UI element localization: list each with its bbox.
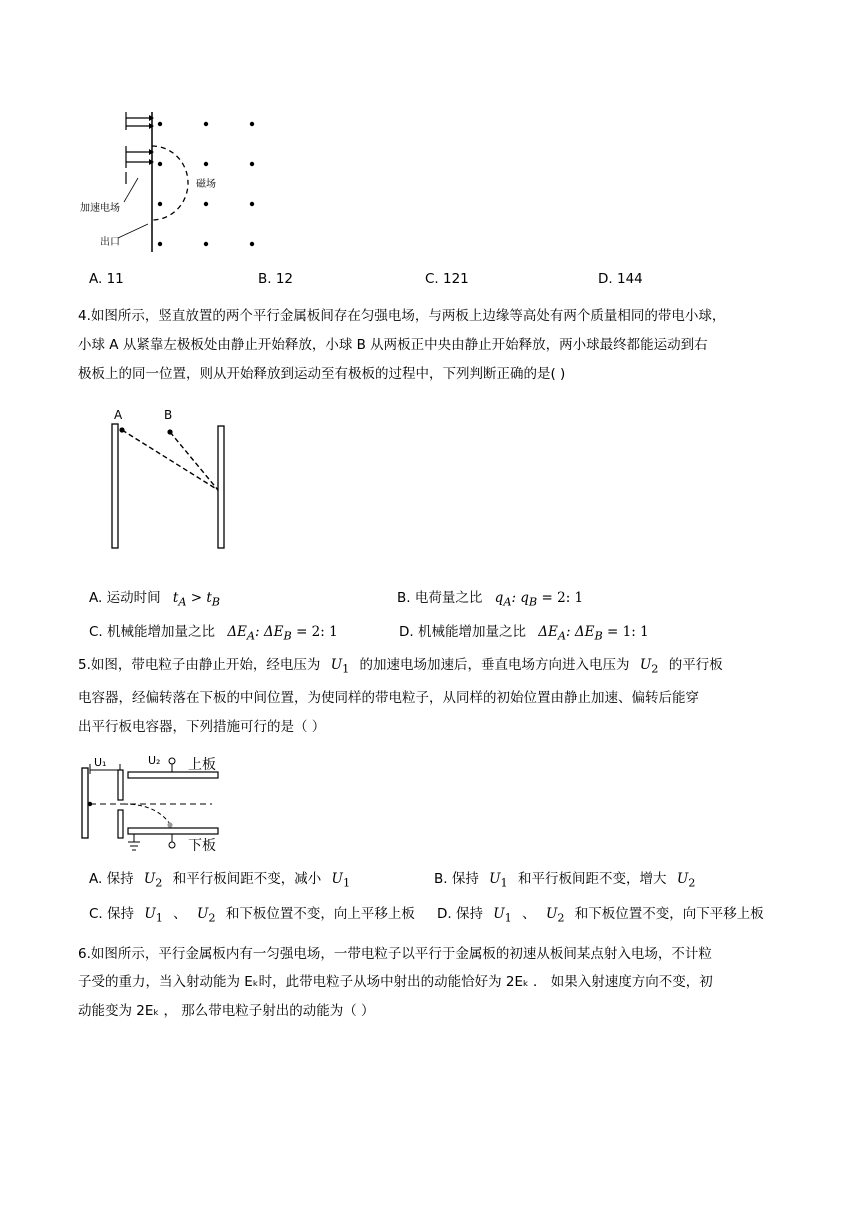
q5-option-d-3: 和下板位置不变，向下平移上板: [574, 906, 764, 922]
q4-figure: [106, 404, 236, 554]
q5-line-1c: 的平行板: [668, 657, 723, 673]
q5-label-top: 上板: [188, 757, 216, 773]
q4-option-a-math: $t_A > t_B$: [172, 590, 221, 609]
q5-option-d[interactable]: D. 保持 $U_1$ 、 $U_2$ 和下板位置不变，向下平移上板: [437, 906, 764, 925]
q4-option-a-text: A. 运动时间: [89, 590, 161, 606]
q5-label-u1: U₁: [94, 756, 107, 769]
q5-line-2: 电容器，经偏转落在下板的中间位置，为使同样的带电粒子，从同样的初始位置由静止加速、偏转后能穿: [78, 690, 699, 706]
q4-option-a[interactable]: [89, 586, 220, 609]
q6-line-2: 子受的重力，当入射动能为 Eₖ时，此带电粒子从场中射出的动能恰好为 2Eₖ ． 如果入射速度方向不变，初: [78, 974, 713, 990]
q5-option-c[interactable]: C. 保持 $U_1$ 、 $U_2$ 和下板位置不变，向上平移上板: [89, 906, 415, 925]
q4-option-b-math: $q_A$: $q_B = 2$: 1: [494, 590, 584, 609]
q3-option-d[interactable]: D. 144: [598, 271, 643, 287]
q5-label-u2: U₂: [148, 754, 161, 767]
q3-label-accel: 加速电场: [80, 203, 120, 214]
q4-option-d[interactable]: [399, 620, 649, 643]
q5-option-a[interactable]: A. 保持 $U_2$ 和平行板间距不变，减小 $U_1$: [89, 871, 351, 890]
q5-u1: $U_1$: [330, 657, 350, 676]
q4-label-b: B: [164, 408, 173, 422]
q5-option-c-2: 、: [173, 906, 187, 922]
q5-u2: $U_2$: [639, 657, 659, 676]
q3-label-exit: 出口: [100, 237, 120, 248]
q3-option-c[interactable]: C. 121: [425, 271, 469, 287]
q5-figure: [76, 748, 236, 858]
q5-option-a-1: A. 保持: [89, 871, 134, 887]
q5-option-d-2: 、: [522, 906, 536, 922]
q4-label-a: A: [114, 408, 123, 422]
q5-option-c-3: 和下板位置不变，向上平移上板: [225, 906, 415, 922]
q4-option-c-text: C. 机械能增加量之比: [89, 624, 216, 640]
q4-option-c-math: $\Delta E_A$: $\Delta E_B = 2$: 1: [227, 624, 338, 643]
q4-option-c[interactable]: [89, 620, 338, 643]
q4-option-b[interactable]: [397, 586, 583, 609]
q3-option-b[interactable]: B. 12: [258, 271, 294, 287]
q6-line-1: 6.如图所示，平行金属板内有一匀强电场，一带电粒子以平行于金属板的初速从板间某点射入电场，不计粒: [78, 946, 712, 962]
q5-option-c-1: C. 保持: [89, 906, 135, 922]
q5-option-b-1: B. 保持: [434, 871, 479, 887]
q4-line-3: 极板上的同一位置，则从开始释放到运动至有极板的过程中，下列判断正确的是( ): [78, 366, 566, 382]
q3-figure: [76, 106, 276, 256]
q6-line-3: 动能变为 2Eₖ ， 那么带电粒子射出的动能为（ ）: [78, 1003, 375, 1019]
q5-option-a-2: 和平行板间距不变，减小: [172, 871, 322, 887]
q4-line-2: 小球 A 从紧靠左极板处由静止开始释放，小球 B 从两板正中央由静止开始释放，两小球最终都能运动到右: [78, 337, 708, 353]
q5-label-bottom: 下板: [188, 838, 216, 854]
q4-line-1: 4.如图所示，竖直放置的两个平行金属板间存在匀强电场，与两板上边缘等高处有两个质量相同的带电小球，: [78, 308, 726, 324]
q5-option-d-1: D. 保持: [437, 906, 483, 922]
q3-label-field: 磁场: [196, 179, 216, 190]
q3-option-a[interactable]: A. 11: [89, 271, 124, 287]
q4-option-b-text: B. 电荷量之比: [397, 590, 483, 606]
q5-option-b[interactable]: B. 保持 $U_1$ 和平行板间距不变，增大 $U_2$: [434, 871, 696, 890]
q5-option-b-2: 和平行板间距不变，增大: [518, 871, 667, 887]
q5-line-1b: 的加速电场加速后，垂直电场方向进入电压为: [359, 657, 630, 673]
q4-option-d-math: $\Delta E_A$: $\Delta E_B = 1$: 1: [538, 624, 649, 643]
q5-line-3: 出平行板电容器，下列措施可行的是（ ）: [78, 719, 326, 735]
q5-line-1a: 5.如图，带电粒子由静止开始，经电压为: [78, 657, 321, 673]
q5-line-1: [78, 653, 723, 676]
q4-option-d-text: D. 机械能增加量之比: [399, 624, 526, 640]
